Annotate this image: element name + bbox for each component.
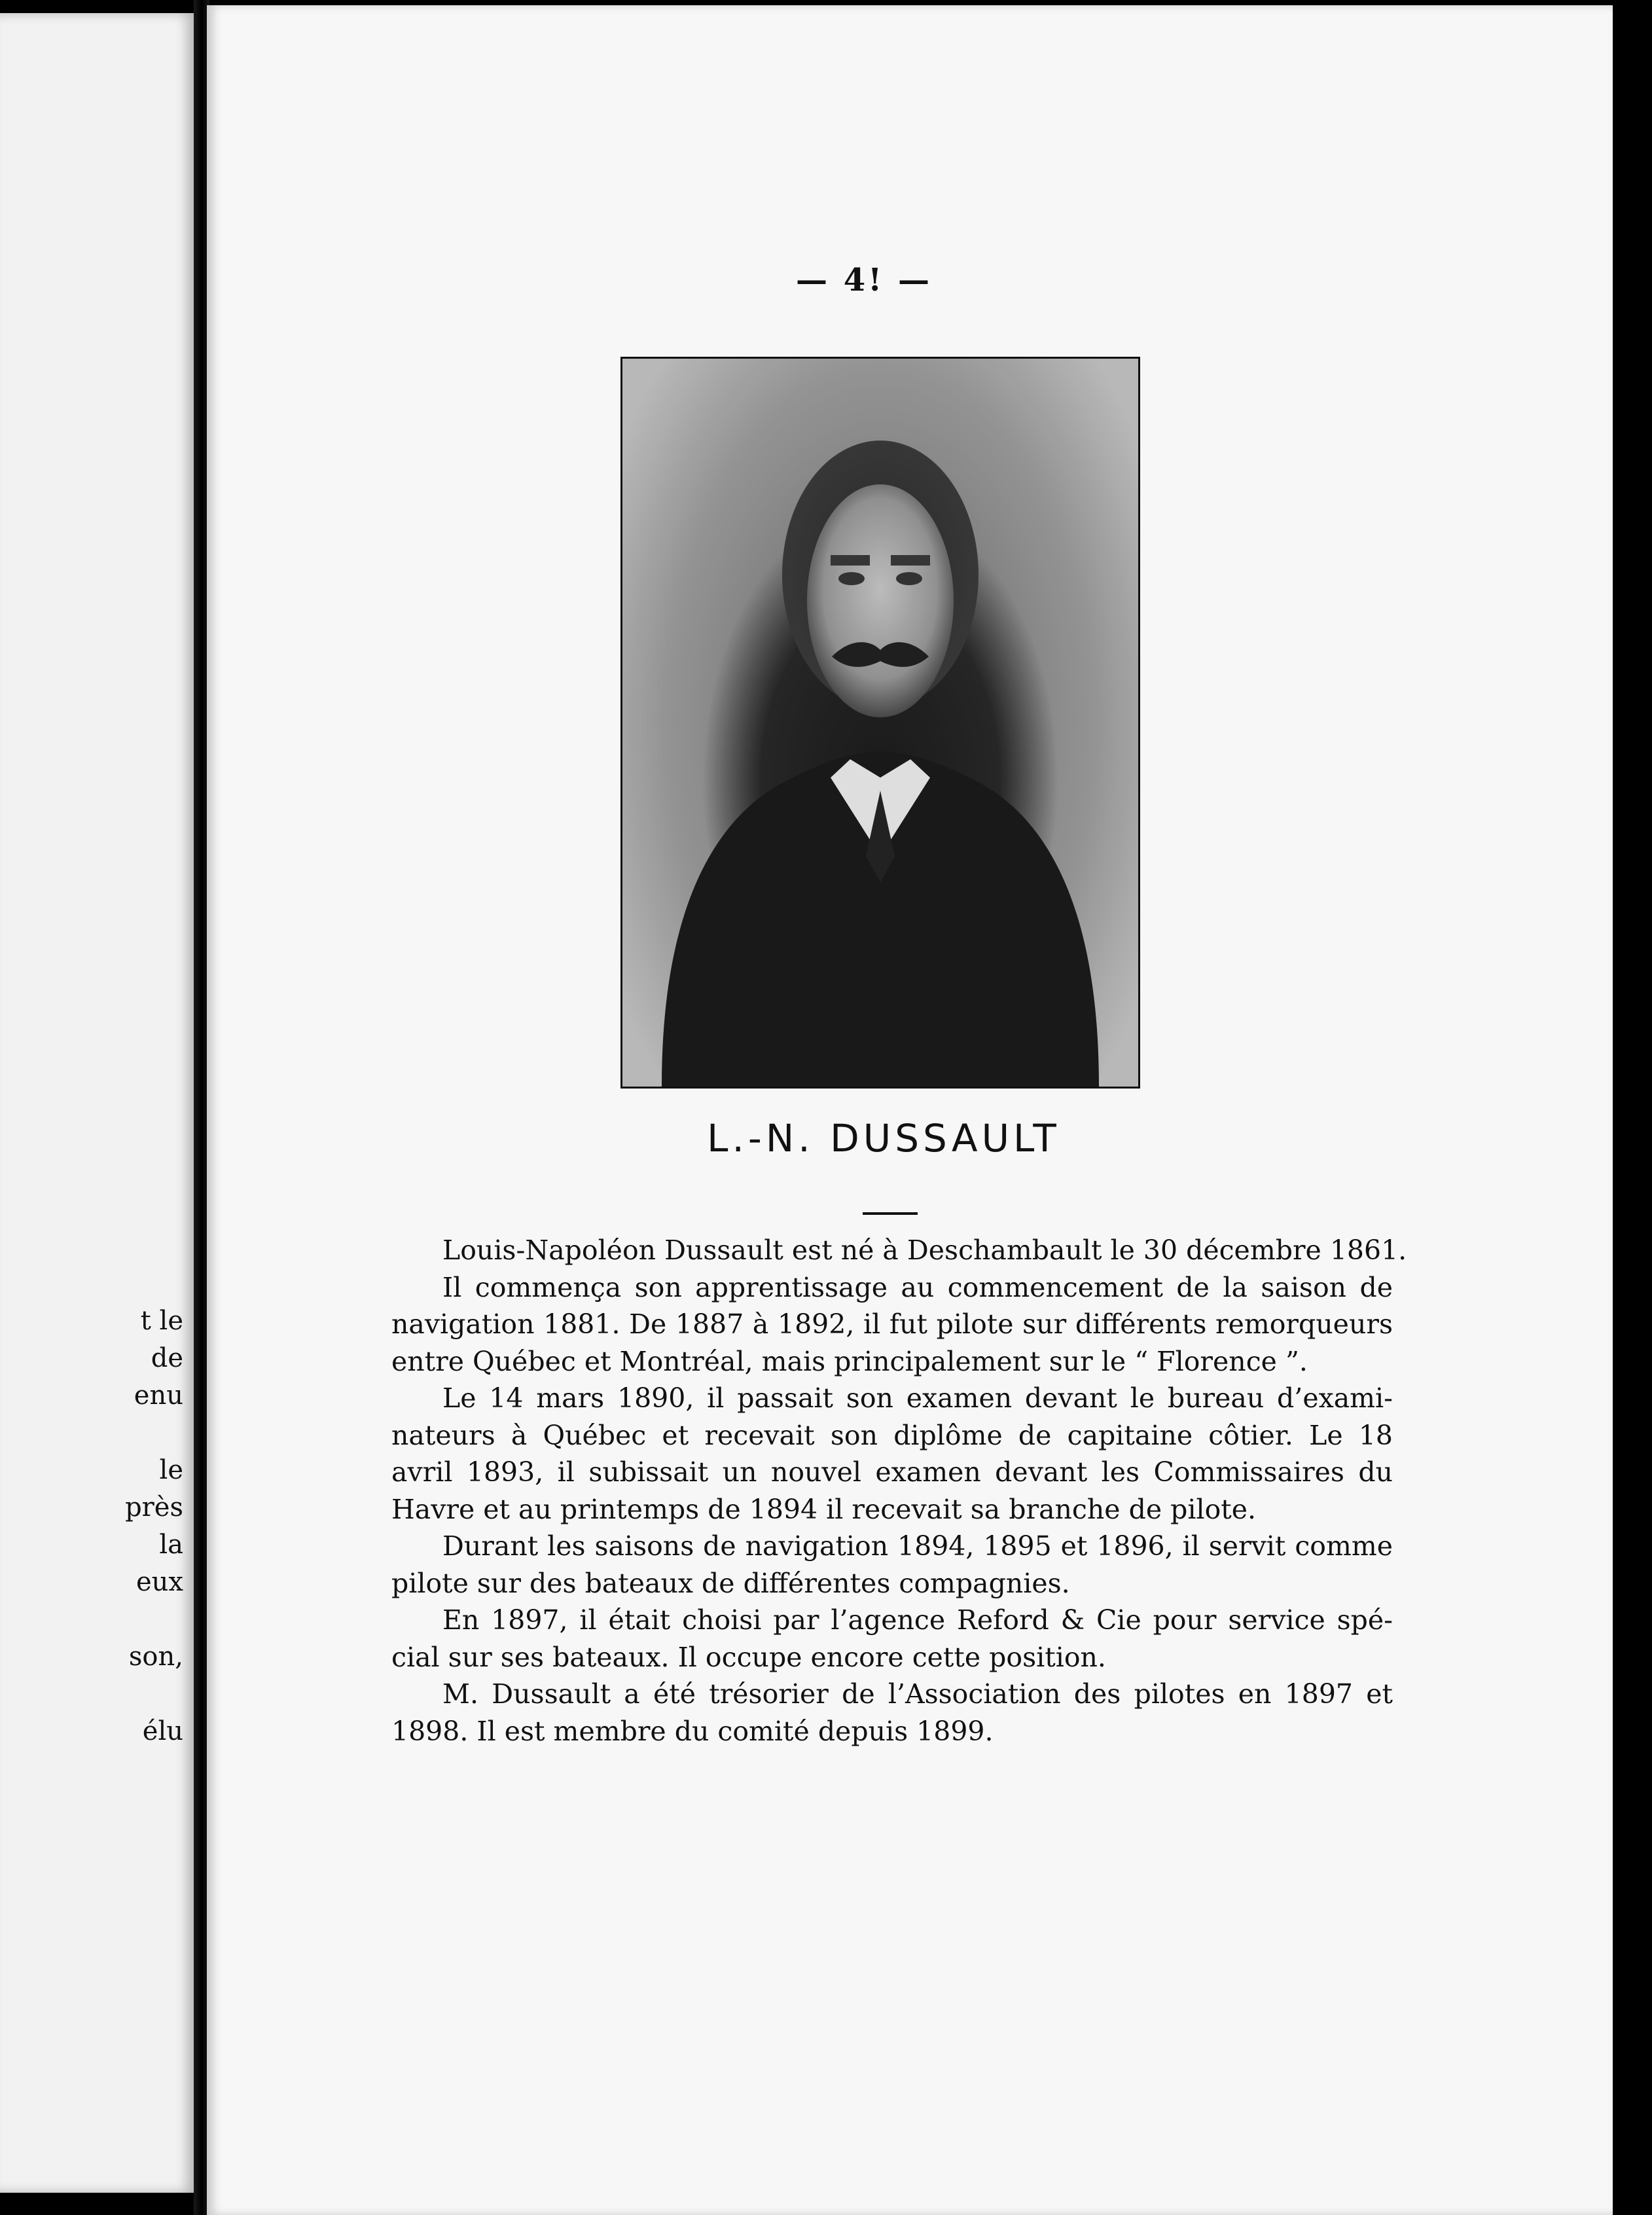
article-line: Louis-Napoléon Dussault est né à Deschambault le 30 décembre 1861. [442,1234,1407,1266]
left-page-fragment: son, [128,1642,183,1672]
left-page-fragment: le [159,1455,183,1485]
left-page-fragment [0,1414,196,1452]
left-page-fragment: élu [142,1716,183,1746]
article-line: M. Dussault a été trésorier de l’Association des pilotes en 1897 et [442,1678,1393,1710]
title-rule [863,1212,918,1215]
left-page [0,13,196,2193]
article-line: Il commença son apprentissage au commencement de la saison de [442,1271,1393,1303]
portrait-photo [620,357,1140,1089]
article-line: Havre et au printemps de 1894 il recevait sa branche de pilote. [391,1493,1257,1525]
photo-grain [622,359,1138,1087]
article-line: Durant les saisons de navigation 1894, 1895 et 1896, il servit comme [442,1530,1393,1562]
article-body [391,1232,1407,1750]
left-page-fragment: enu [134,1380,183,1411]
left-page-fragment: la [159,1530,183,1560]
article-title: L.-N. DUSSAULT [707,1116,1060,1161]
left-page-fragment: t le [140,1306,183,1336]
article-line: avril 1893, il subissait un nouvel examen devant les Commissaires du [391,1456,1393,1488]
article-line: cial sur ses bateaux. Il occupe encore cette position. [391,1641,1106,1673]
left-page-fragment [0,1601,196,1638]
page-number: — 4! — [796,262,932,298]
article-line: Le 14 mars 1890, il passait son examen devant le bureau d’exami- [442,1382,1393,1414]
article-line: entre Québec et Montréal, mais principalement sur le “ Florence ”. [391,1345,1308,1377]
left-page-fragment: près [125,1492,183,1522]
portrait-figure [622,359,1138,1087]
right-page [207,5,1613,2215]
article-line: nateurs à Québec et recevait son diplôme de capitaine côtier. Le 18 [391,1419,1393,1451]
left-page-text-fragments [0,1303,196,1750]
left-page-fragment: eux [136,1567,183,1597]
left-page-fragment [0,1676,196,1713]
scan-edge [1613,0,1652,2215]
left-page-fragment: de [151,1343,183,1373]
article-line: pilote sur des bateaux de différentes compagnies. [391,1567,1070,1599]
article-line: 1898. Il est membre du comité depuis 1899. [391,1715,994,1747]
article-line: navigation 1881. De 1887 à 1892, il fut pilote sur différents remorqueurs [391,1308,1393,1340]
article-line: En 1897, il était choisi par l’agence Reford & Cie pour service spé- [442,1604,1393,1636]
